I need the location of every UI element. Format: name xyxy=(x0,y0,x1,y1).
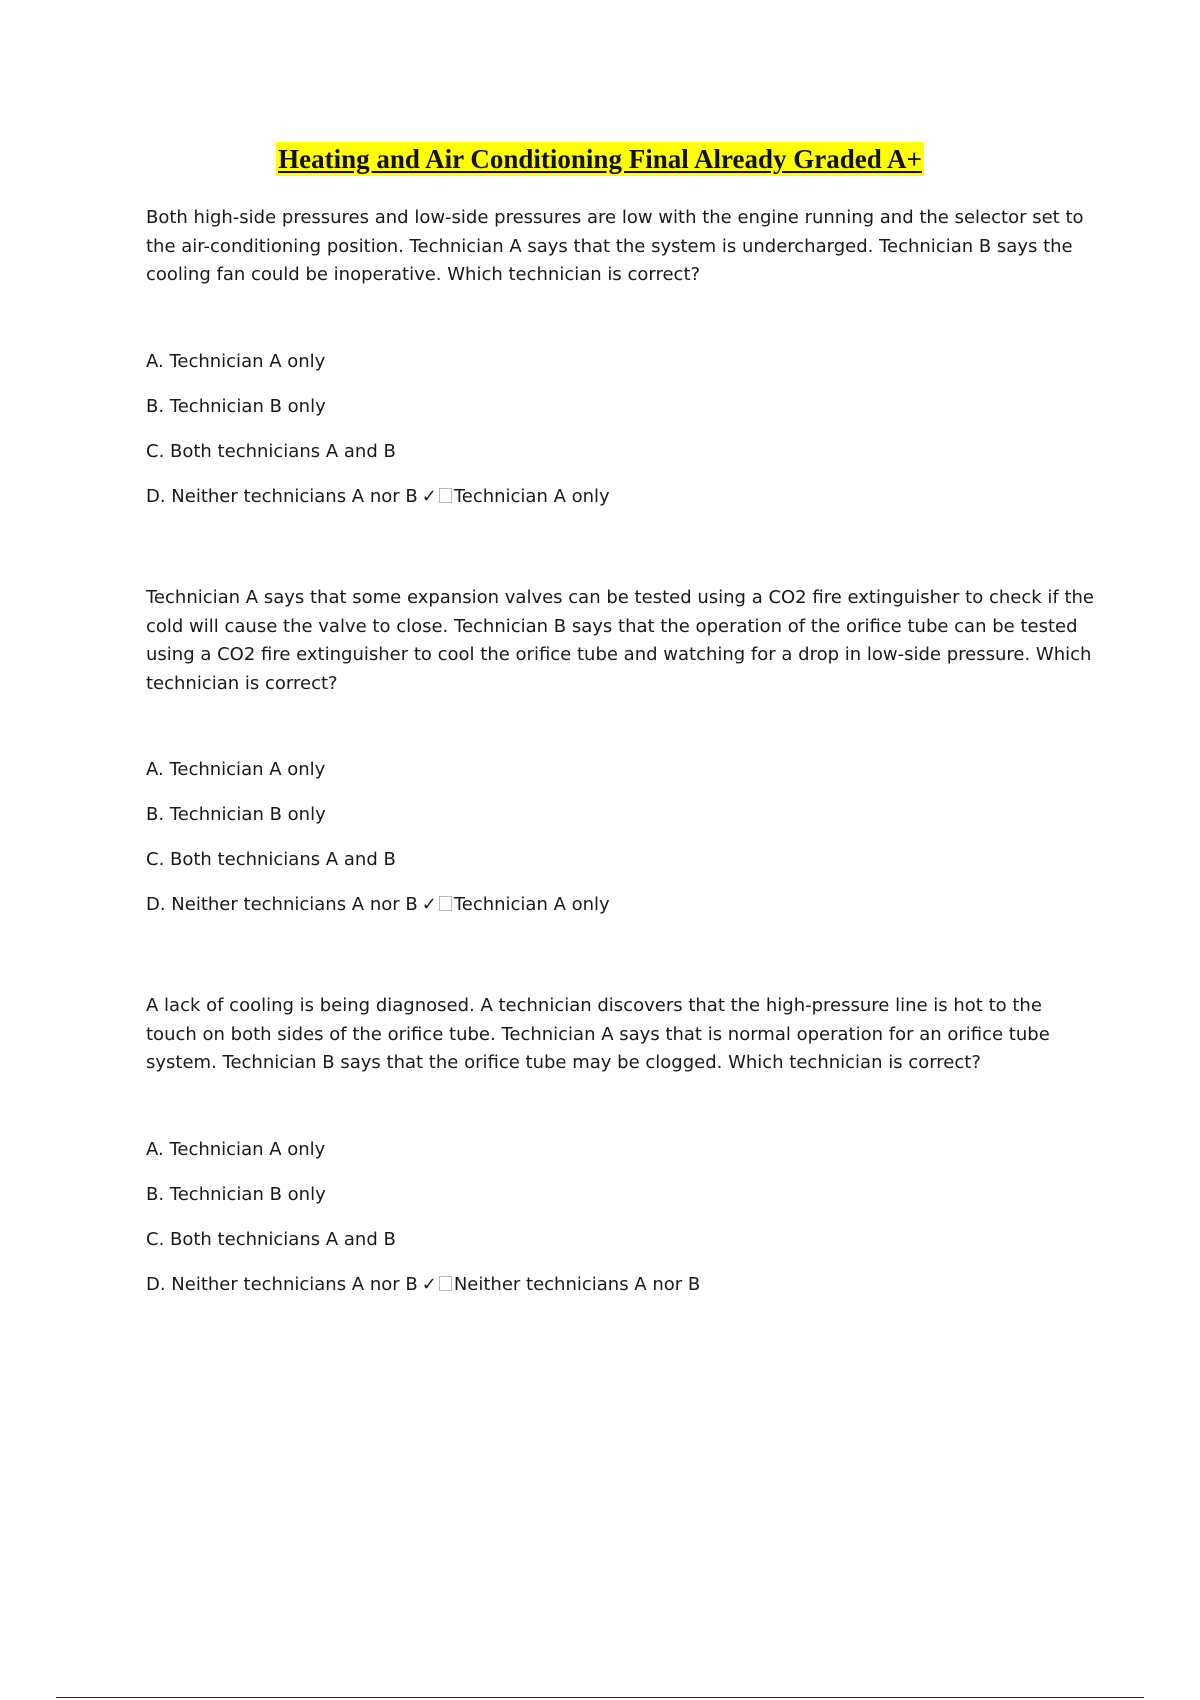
option-d: D. Neither technicians A nor B xyxy=(146,1273,418,1295)
option-b: B. Technician B only xyxy=(146,1183,326,1205)
question-block xyxy=(146,992,1094,1316)
question-text: Both high-side pressures and low-side pressures are low with the engine running and the selector set to the air-conditioning position. Technician A says that the system is undercharged. Technician B says the cooling fan could be inoperative. Which technician is correct? xyxy=(146,207,1084,285)
checkbox-icon xyxy=(439,1276,452,1291)
answer-text: Technician A only xyxy=(453,894,610,915)
answer-text: Neither technicians A nor B xyxy=(453,1273,701,1295)
option-b: B. Technician B only xyxy=(146,395,326,417)
option-c: C. Both technicians A and B xyxy=(146,1228,396,1250)
question-text: Technician A says that some expansion valves can be tested using a CO2 fire extinguisher to check if the cold will cause the valve to close. Technician B says that the operation of the orifice tube can be tested using a CO2 fire extinguisher to cool the orifice tube and watching for a drop in low-side pressure. Which technician is correct? xyxy=(146,587,1094,694)
option-a: A. Technician A only xyxy=(146,1138,326,1160)
option-d-with-answer xyxy=(146,891,1094,919)
option-list xyxy=(146,1136,1094,1299)
title-container xyxy=(0,142,1200,176)
check-mark-icon: ✓ xyxy=(421,894,437,915)
checkbox-icon xyxy=(439,488,452,503)
question-text: A lack of cooling is being diagnosed. A technician discovers that the high-pressure line is hot to the touch on both sides of the orifice tube. Technician A says that is normal operation for an orifice tube system. Technician B says that the orifice tube may be clogged. Which technician is correct? xyxy=(146,995,1050,1073)
option-d-with-answer xyxy=(146,483,1094,511)
option-c: C. Both technicians A and B xyxy=(146,440,396,462)
option-a: A. Technician A only xyxy=(146,759,326,780)
answer-text: Technician A only xyxy=(453,485,610,507)
option-d-with-answer xyxy=(146,1271,1094,1299)
checkbox-icon xyxy=(439,896,452,911)
page-title: Heating and Air Conditioning Final Already Graded A+ xyxy=(278,144,922,174)
option-list xyxy=(146,348,1094,511)
check-mark-icon: ✓ xyxy=(421,1273,437,1295)
option-d: D. Neither technicians A nor B xyxy=(146,894,418,915)
question-block xyxy=(146,204,1094,528)
footer-divider xyxy=(56,1697,1144,1698)
option-a: A. Technician A only xyxy=(146,350,326,372)
option-list xyxy=(146,756,1094,919)
option-d: D. Neither technicians A nor B xyxy=(146,485,418,507)
question-block xyxy=(146,584,1094,936)
check-mark-icon: ✓ xyxy=(421,485,437,507)
option-c: C. Both technicians A and B xyxy=(146,849,396,870)
option-b: B. Technician B only xyxy=(146,804,326,825)
